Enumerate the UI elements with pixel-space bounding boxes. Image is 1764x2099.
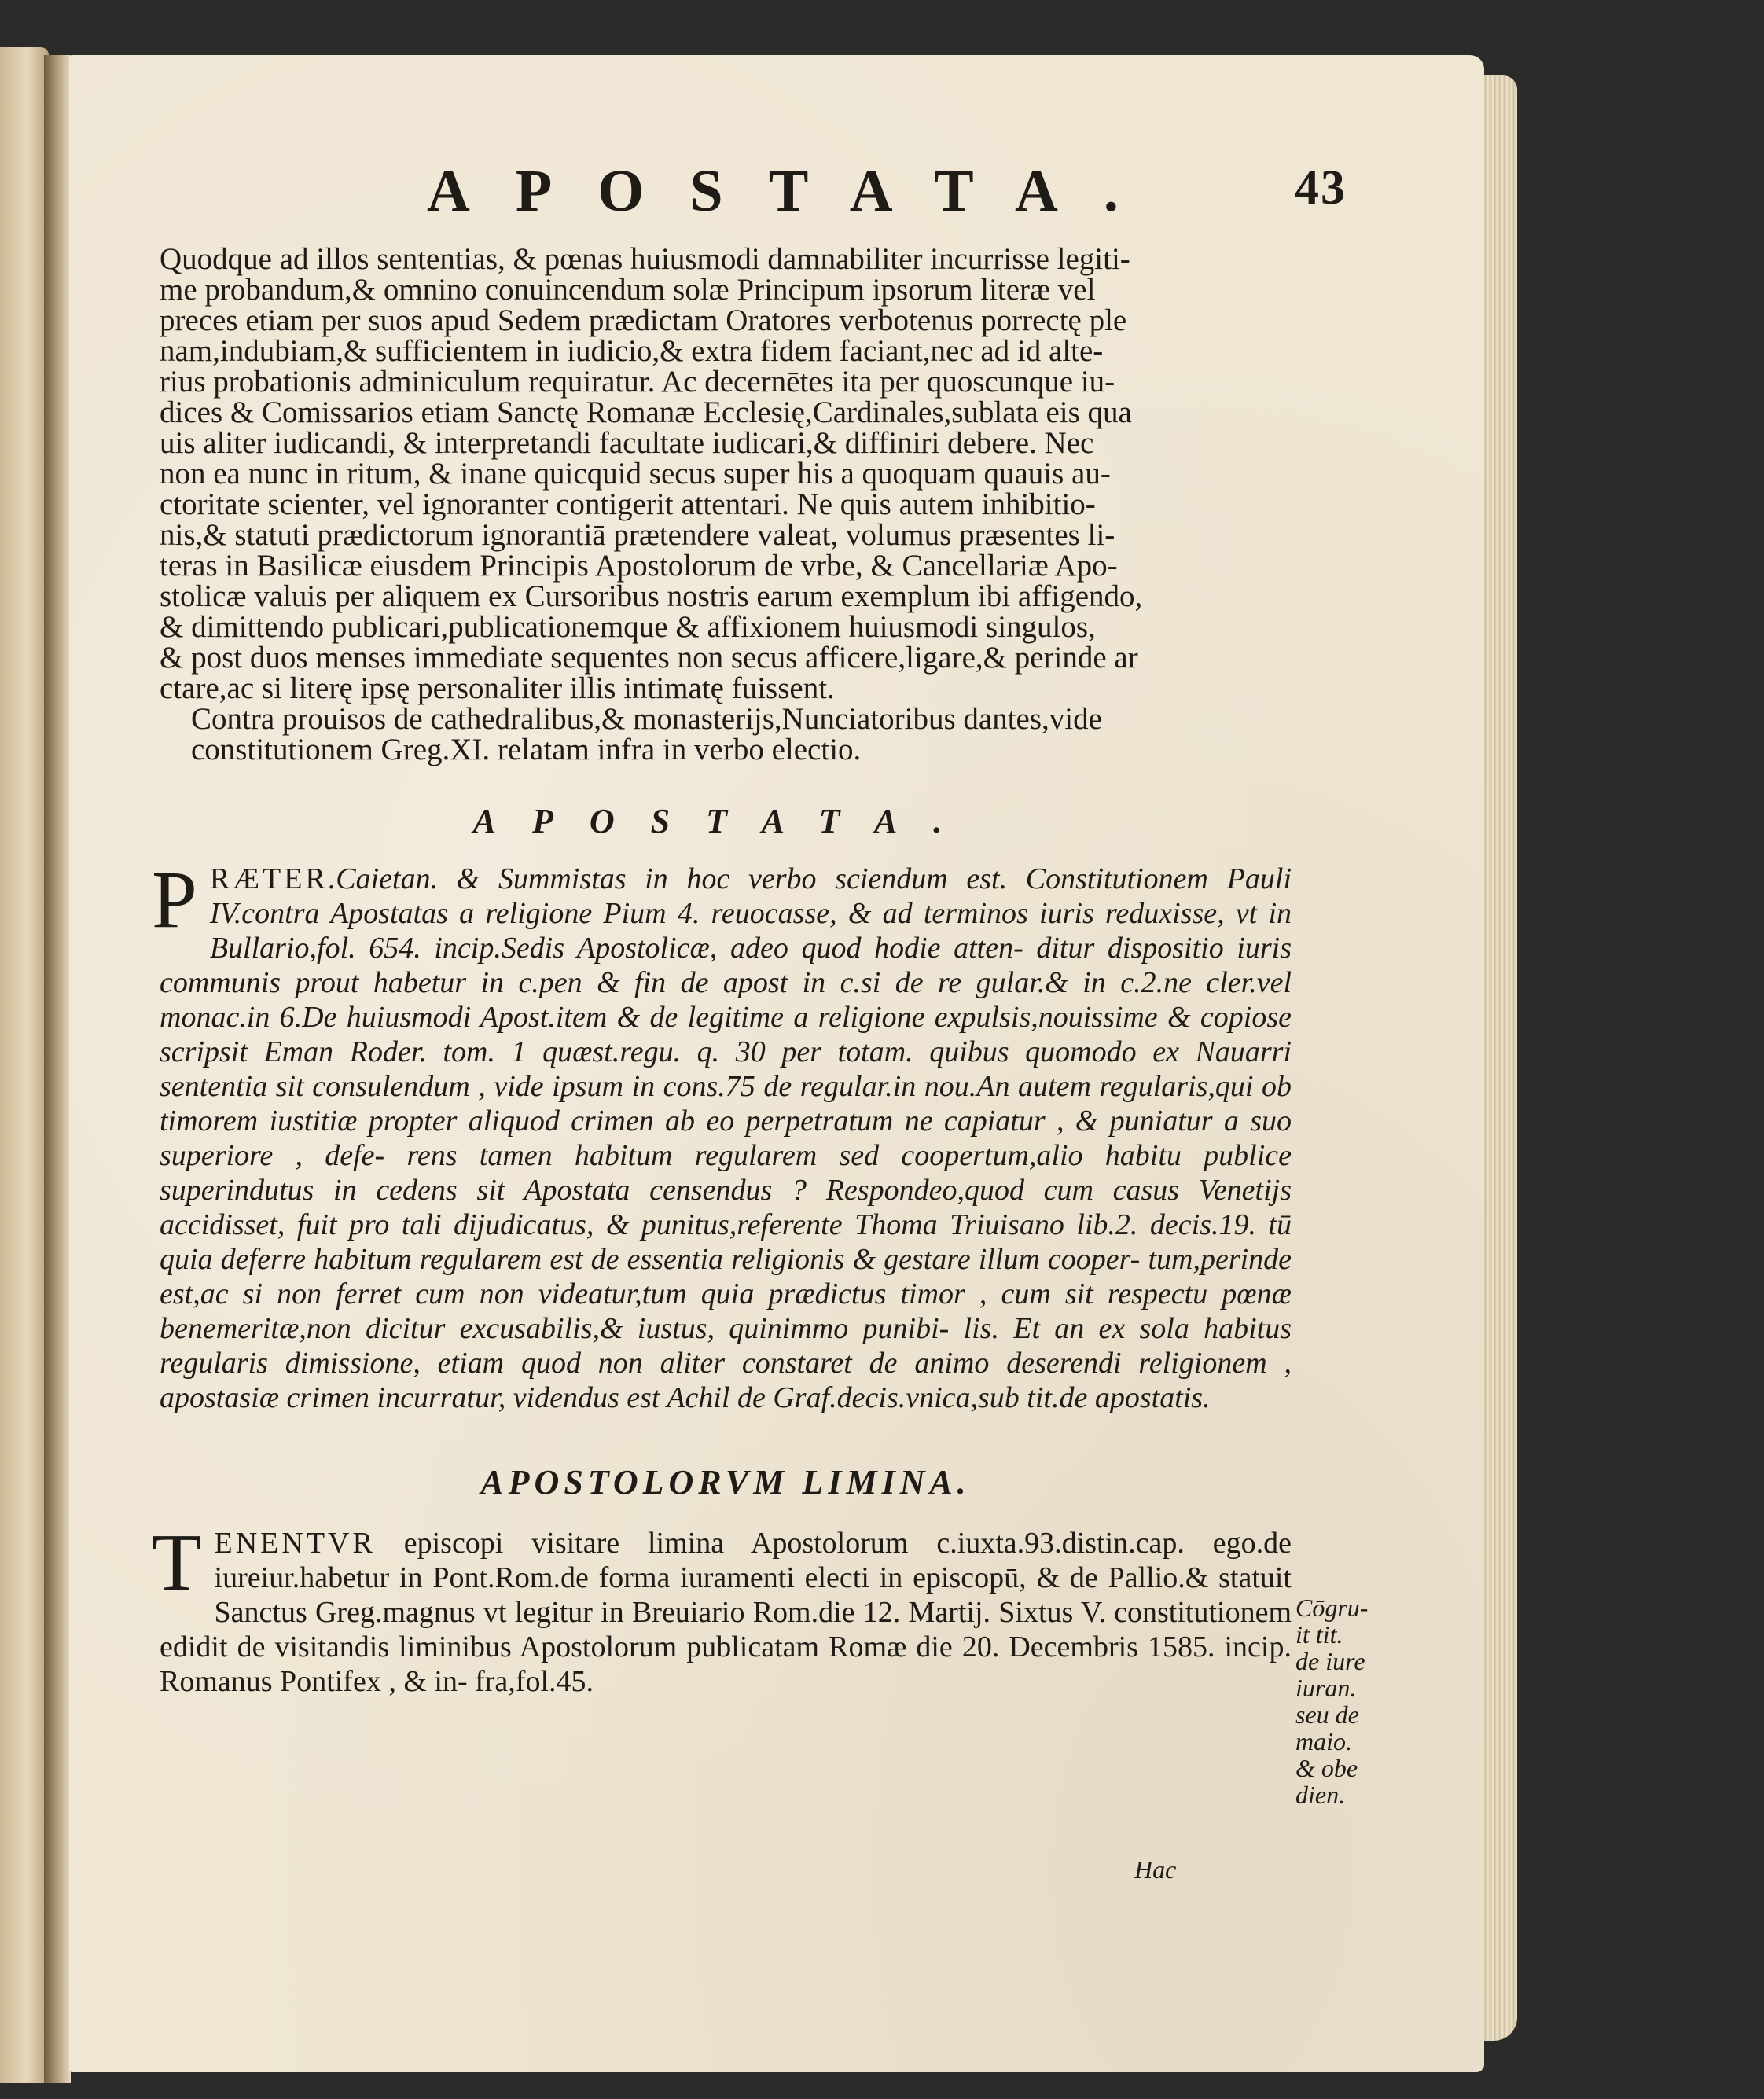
section-title-apostata: APOSTATA. bbox=[472, 802, 979, 840]
text-line: & post duos menses immediate sequentes non secus afficere,ligare,& perinde ar bbox=[160, 641, 1138, 675]
text-line: preces etiam per suos apud Sedem prædictam Oratores verbotenus porrectę ple bbox=[160, 303, 1127, 337]
text-line: Contra prouisos de cathedralibus,& monasterijs,Nunciatoribus dantes,vide bbox=[191, 702, 1102, 736]
text-line: in cons.75 de regular.in nou.An autem regularis,qui ob timorem iustitiæ propter bbox=[160, 1070, 1292, 1138]
text-line: Graf.decis.vnica,sub tit.de apostatis. bbox=[773, 1381, 1211, 1414]
text-line: lis. Et an ex sola habitus regularis dimissione, etiam quod non aliter constaret de bbox=[160, 1312, 1292, 1380]
text-line: me probandum,& omnino conuincendum solæ Principum ipsorum literæ vel bbox=[160, 273, 1096, 307]
text-line: fra,fol.45. bbox=[475, 1665, 594, 1698]
text-line: quia deferre habitum regularem est de essentia religionis & gestare illum cooper- bbox=[160, 1243, 1141, 1276]
text-line: .Caietan. & Summistas in hoc verbo sciendum est. Constitutionem bbox=[328, 862, 1208, 895]
drop-cap-t: T bbox=[152, 1517, 202, 1608]
text-line: religione expulsis,nouissime & copiose scripsit Eman Roder. tom. 1 quæst.regu. q. bbox=[160, 1001, 1292, 1068]
text-line: 30 per totam. quibus quomodo ex Nauarri sententia sit consulendum , vide ipsum bbox=[160, 1035, 1292, 1103]
drop-cap-p: P bbox=[152, 855, 197, 945]
text-line: Quodque ad illos sententias, & pœnas huiusmodi damnabiliter incurrisse legiti- bbox=[160, 242, 1130, 276]
text-line: tum,perinde est,ac si non ferret cum non videatur,tum quia prædictus timor , cum bbox=[160, 1243, 1292, 1310]
text-line: nis,& statuti prædictorum ignorantiā prætendere valeat, volumus præsentes li- bbox=[160, 518, 1115, 552]
marginal-line: maio. bbox=[1295, 1727, 1352, 1755]
text-line: animo deserendi religionem , apostasiæ crimen incurratur, videndus est Achil de bbox=[160, 1347, 1292, 1414]
text-line: stolicæ valuis per aliquem ex Cursoribus nostris earum exemplum ibi affigendo, bbox=[160, 579, 1143, 613]
text-line: cedens sit Apostata censendus ? Respondeo,quod cum casus Venetijs accidisset, bbox=[160, 1174, 1292, 1241]
text-line: Pauli IV.contra Apostatas a religione Pium 4. reuocasse, & ad terminos iuris bbox=[209, 862, 1292, 930]
marginal-line: seu de bbox=[1295, 1700, 1359, 1729]
marginal-line: & obe bbox=[1295, 1754, 1358, 1782]
book-gutter bbox=[44, 55, 71, 2083]
running-head-title: APOSTATA. bbox=[427, 158, 1164, 224]
facing-page-edge bbox=[0, 47, 49, 2083]
book-page bbox=[69, 55, 1484, 2072]
marginal-note bbox=[1295, 1594, 1413, 1808]
lead-word-tenentur: ENENTVR bbox=[214, 1527, 376, 1560]
text-line: ctoritate scienter, vel ignoranter contigerit attentari. Ne quis autem inhibitio- bbox=[160, 487, 1096, 521]
text-line: dices & Comissarios etiam Sanctę Romanæ Ecclesię,Cardinales,sublata eis qua bbox=[160, 395, 1132, 429]
text-line: rens tamen habitum regularem sed coopertum,alio habitu publice superindutus in bbox=[160, 1139, 1292, 1207]
text-line: teras in Basilicæ eiusdem Principis Apostolorum de vrbe, & Cancellariæ Apo- bbox=[160, 549, 1118, 583]
text-line: & dimittendo publicari,publicationemque & affixionem huiusmodi singulos, bbox=[160, 610, 1096, 644]
marginal-line: de iure bbox=[1295, 1647, 1365, 1675]
marginal-line: iuran. bbox=[1295, 1674, 1357, 1702]
marginal-line: dien. bbox=[1295, 1781, 1346, 1809]
text-line: publicatam Romæ die 20. Decembris 1585. incip. Romanus Pontifex , & in- bbox=[160, 1630, 1292, 1698]
text-line: fuit pro tali dijudicatus, & punitus,referente Thoma Triuisano lib.2. decis.19. tū bbox=[296, 1208, 1292, 1241]
section-limina-text bbox=[152, 1517, 1292, 1699]
text-line: constitutionem Greg.XI. relatam infra in verbo electio. bbox=[191, 733, 862, 766]
running-head bbox=[160, 157, 1347, 244]
text-line: rius probationis adminiculum requiratur. Ac decernētes ita per quoscunque iu- bbox=[160, 365, 1115, 399]
lead-word-praeter: RÆTER bbox=[209, 862, 329, 895]
text-line: Martij. Sixtus V. constitutionem edidit de visitandis liminibus Apostolorum bbox=[160, 1596, 1292, 1663]
marginal-line: Cōgru- bbox=[1295, 1594, 1369, 1622]
intro-paragraph bbox=[160, 244, 1292, 704]
section-title-apostolorum-limina: APOSTOLORVM LIMINA. bbox=[480, 1463, 971, 1502]
text-line: non ea nunc in ritum, & inane quicquid secus super his a quoquam quauis au- bbox=[160, 457, 1111, 491]
text-line: aliquod crimen ab eo perpetratum ne capiatur , & puniatur a suo superiore , defe- bbox=[160, 1105, 1292, 1172]
text-line: nam,indubiam,& sufficientem in iudicio,& extra fidem faciant,nec ad id alte- bbox=[160, 334, 1104, 368]
text-line: ego.de iureiur.habetur in Pont.Rom.de forma iuramenti electi in episcopū, bbox=[214, 1527, 1292, 1594]
marginal-line: it tit. bbox=[1295, 1620, 1343, 1649]
text-line: episcopi visitare limina Apostolorum c.iuxta.93.distin.cap. bbox=[375, 1527, 1185, 1560]
catchword: Hac bbox=[1134, 1855, 1177, 1884]
text-line: sit respectu pœnæ benemeritæ,non dicitur excusabilis,& iustus, quinimmo punibi- bbox=[160, 1277, 1292, 1345]
contra-paragraph bbox=[160, 704, 1292, 765]
text-line: & de Pallio.& statuit Sanctus Greg.magnus vt legitur in Breuiario Rom.die 12. bbox=[214, 1561, 1292, 1629]
text-line: reduxisse, vt in Bullario,fol. 654. incip.Sedis Apostolicæ, adeo quod hodie atten- bbox=[209, 897, 1292, 965]
text-line: ditur dispositio iuris communis prout habetur in c.pen & fin de apost in c.si de re bbox=[160, 932, 1292, 999]
section-apostata-text bbox=[152, 855, 1292, 1415]
text-line: gular.& in c.2.ne cler.vel monac.in 6.De huiusmodi Apost.item & de legitime a bbox=[160, 966, 1292, 1034]
text-line: ctare,ac si literę ipsę personaliter illis intimatę fuissent. bbox=[160, 671, 835, 705]
page-number: 43 bbox=[1295, 161, 1347, 215]
text-line: uis aliter iudicandi, & interpretandi facultate iudicari,& diffiniri debere. Nec bbox=[160, 426, 1094, 460]
